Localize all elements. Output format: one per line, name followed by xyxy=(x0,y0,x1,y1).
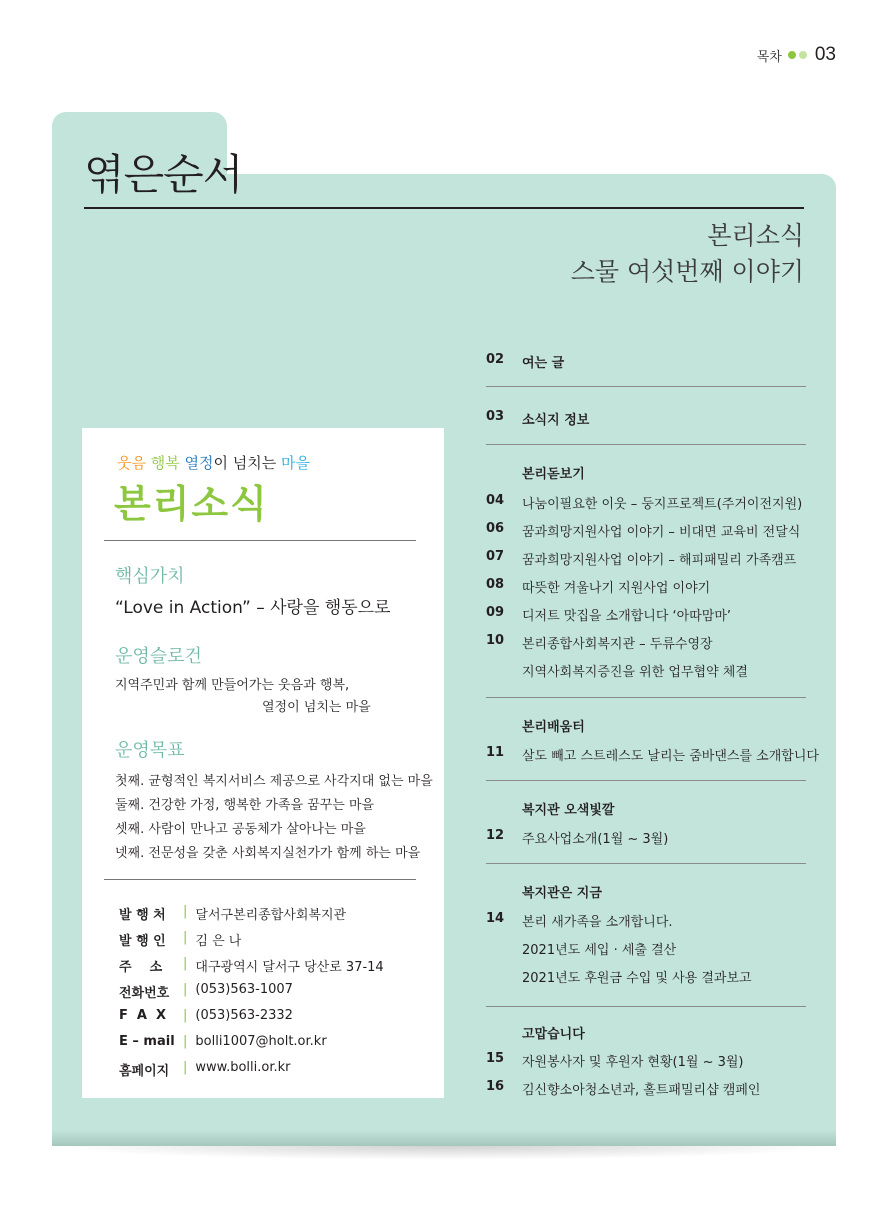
goal-item: 넷째. 전문성을 갖춘 사회복지실천가가 함께 하는 마을 xyxy=(115,846,421,861)
panel-shadow xyxy=(52,1146,836,1160)
toc-item[interactable] xyxy=(486,352,564,371)
toc-title: 자원봉사자 및 후원자 현황(1월 ~ 3월) xyxy=(522,1055,744,1070)
panel-bottom-edge xyxy=(52,1130,836,1146)
slogan-word: 웃음 xyxy=(117,454,146,472)
publisher-value: (053)563-1007 xyxy=(195,982,293,997)
toc-page-number: 04 xyxy=(486,493,505,508)
publisher-row xyxy=(119,930,241,949)
toc-title: 소식지 정보 xyxy=(522,413,590,428)
email-link[interactable]: bolli1007@holt.or.kr xyxy=(195,1034,327,1049)
toc-page-number xyxy=(486,661,522,680)
toc-page-number: 16 xyxy=(486,1079,505,1094)
slogan-word: 이 넘치는 xyxy=(213,454,282,472)
toc-section-heading: 복지관은 지금 xyxy=(522,886,602,901)
toc-divider xyxy=(486,863,806,864)
goal-item: 둘째. 건강한 가정, 행복한 가족을 꿈꾸는 마을 xyxy=(115,798,375,813)
goal-item: 셋째. 사람이 만나고 공동체가 살아나는 마을 xyxy=(115,822,366,837)
slogan-word: 열정 xyxy=(184,454,214,472)
toc-title: 꿈과희망지원사업 이야기 – 비대면 교육비 전달식 xyxy=(522,525,801,540)
issue-subtitle xyxy=(571,218,804,290)
toc-item[interactable] xyxy=(486,911,673,930)
toc-title: 주요사업소개(1월 ~ 3월) xyxy=(522,832,669,847)
toc-item[interactable] xyxy=(486,633,713,652)
toc-title: 본리 새가족을 소개합니다. xyxy=(522,915,673,930)
separator: | xyxy=(183,904,188,919)
divider xyxy=(104,540,416,541)
subtitle-line-2: 스물 여섯번째 이야기 xyxy=(570,257,804,286)
toc-item[interactable] xyxy=(486,828,668,847)
toc-item[interactable] xyxy=(486,661,748,680)
toc-page-number: 12 xyxy=(486,828,505,843)
publisher-row xyxy=(119,1034,327,1049)
toc-item[interactable] xyxy=(486,939,676,958)
separator: | xyxy=(183,982,188,997)
toc-divider xyxy=(486,386,806,387)
toc-page-number: 11 xyxy=(486,745,505,760)
title-divider xyxy=(84,207,804,209)
toc-item[interactable] xyxy=(486,409,589,428)
toc-page-number: 14 xyxy=(486,911,505,926)
toc-page-number: 08 xyxy=(486,577,505,592)
publisher-value: 대구광역시 달서구 당산로 37-14 xyxy=(195,960,384,975)
toc-divider xyxy=(486,1006,806,1007)
page-title: 엮은순서 xyxy=(84,150,243,199)
publisher-label: 발 행 처 xyxy=(119,908,166,923)
separator: | xyxy=(183,1034,188,1049)
publisher-label: 주 소 xyxy=(119,960,163,975)
publisher-label: E – mail xyxy=(119,1034,175,1049)
toc-section-heading: 고맙습니다 xyxy=(522,1027,585,1042)
slogan-heading: 운영슬로건 xyxy=(115,646,202,667)
publisher-value: 김 은 나 xyxy=(195,934,242,949)
publisher-row xyxy=(119,1008,293,1023)
dot-light xyxy=(799,51,807,59)
toc-item[interactable] xyxy=(486,493,802,512)
toc-section-heading: 복지관 오색빛깔 xyxy=(522,803,615,818)
toc-page-number xyxy=(486,939,522,958)
toc-divider xyxy=(486,780,806,781)
toc-item[interactable] xyxy=(486,605,731,624)
slogan-text-2: 열정이 넘치는 마을 xyxy=(262,700,371,715)
toc-page-number: 02 xyxy=(486,352,505,367)
toc-item[interactable] xyxy=(486,745,819,764)
toc-title: 김신향소아청소년과, 홀트패밀리샵 캠페인 xyxy=(522,1083,761,1098)
newsletter-logo: 본리소식 xyxy=(114,482,269,526)
toc-page-number: 09 xyxy=(486,605,505,620)
toc-item[interactable] xyxy=(486,967,752,986)
toc-title: 본리종합사회복지관 – 두류수영장 xyxy=(522,637,713,652)
toc-title: 따뜻한 겨울나기 지원사업 이야기 xyxy=(522,581,711,596)
toc-item[interactable] xyxy=(486,1051,744,1070)
toc-page-number: 15 xyxy=(486,1051,505,1066)
goals-heading: 운영목표 xyxy=(115,740,185,761)
separator: | xyxy=(183,930,188,945)
dots-icon xyxy=(788,51,807,59)
dot-dark xyxy=(788,51,796,59)
toc-title: 디저트 맛집을 소개합니다 ‘아따맘마’ xyxy=(522,609,732,624)
page-number: 03 xyxy=(814,44,836,65)
homepage-link[interactable]: www.bolli.or.kr xyxy=(195,1060,291,1075)
toc-item[interactable] xyxy=(486,521,800,540)
subtitle-line-1: 본리소식 xyxy=(707,221,804,250)
separator: | xyxy=(183,1008,188,1023)
publisher-label: 발 행 인 xyxy=(119,934,166,949)
toc-page-number: 07 xyxy=(486,549,505,564)
separator: | xyxy=(183,956,188,971)
toc-divider xyxy=(486,697,806,698)
publisher-row xyxy=(119,982,293,1001)
toc-title: 살도 빼고 스트레스도 날리는 줌바댄스를 소개합니다 xyxy=(522,749,819,764)
publisher-value: 달서구본리종합사회복지관 xyxy=(195,908,347,923)
slogan-word: 마을 xyxy=(281,454,310,472)
info-box xyxy=(82,428,444,1098)
slogan-word: 행복 xyxy=(150,454,180,472)
toc-section-heading: 본리배움터 xyxy=(522,720,585,735)
publisher-label: 전화번호 xyxy=(119,986,170,1001)
toc-page-number: 03 xyxy=(486,409,505,424)
separator: | xyxy=(183,1060,188,1075)
toc-divider xyxy=(486,444,806,445)
core-value-heading: 핵심가치 xyxy=(115,566,185,587)
toc-item[interactable] xyxy=(486,577,710,596)
toc-title: 지역사회복지증진을 위한 업무협약 체결 xyxy=(522,665,748,680)
publisher-row xyxy=(119,956,384,975)
publisher-label: F A X xyxy=(119,1008,167,1023)
toc-item[interactable] xyxy=(486,549,796,568)
publisher-row xyxy=(119,904,346,923)
page-header xyxy=(757,44,836,66)
publisher-row xyxy=(119,1060,291,1079)
goal-item: 첫째. 균형적인 복지서비스 제공으로 사각지대 없는 마을 xyxy=(115,774,433,789)
toc-title: 꿈과희망지원사업 이야기 – 해피패밀리 가족캠프 xyxy=(522,553,797,568)
toc-page-number: 06 xyxy=(486,521,505,536)
divider xyxy=(104,879,416,880)
slogan-line xyxy=(117,452,310,473)
toc-title: 나눔이필요한 이웃 – 둥지프로젝트(주거이전지원) xyxy=(522,497,803,512)
publisher-label: 홈페이지 xyxy=(119,1064,170,1079)
toc-title: 2021년도 후원금 수입 및 사용 결과보고 xyxy=(522,971,752,986)
core-value-text: “Love in Action” – 사랑을 행동으로 xyxy=(115,598,391,618)
toc-section-heading: 본리돋보기 xyxy=(522,467,585,482)
toc-item[interactable] xyxy=(486,1079,760,1098)
toc-title: 2021년도 세입 · 세출 결산 xyxy=(522,943,677,958)
publisher-value: (053)563-2332 xyxy=(195,1008,293,1023)
toc-page-number: 10 xyxy=(486,633,505,648)
slogan-text-1: 지역주민과 함께 만들어가는 웃음과 행복, xyxy=(115,678,350,693)
toc-title: 여는 글 xyxy=(522,356,565,371)
toc-page-number xyxy=(486,967,522,986)
section-label: 목차 xyxy=(756,49,782,65)
